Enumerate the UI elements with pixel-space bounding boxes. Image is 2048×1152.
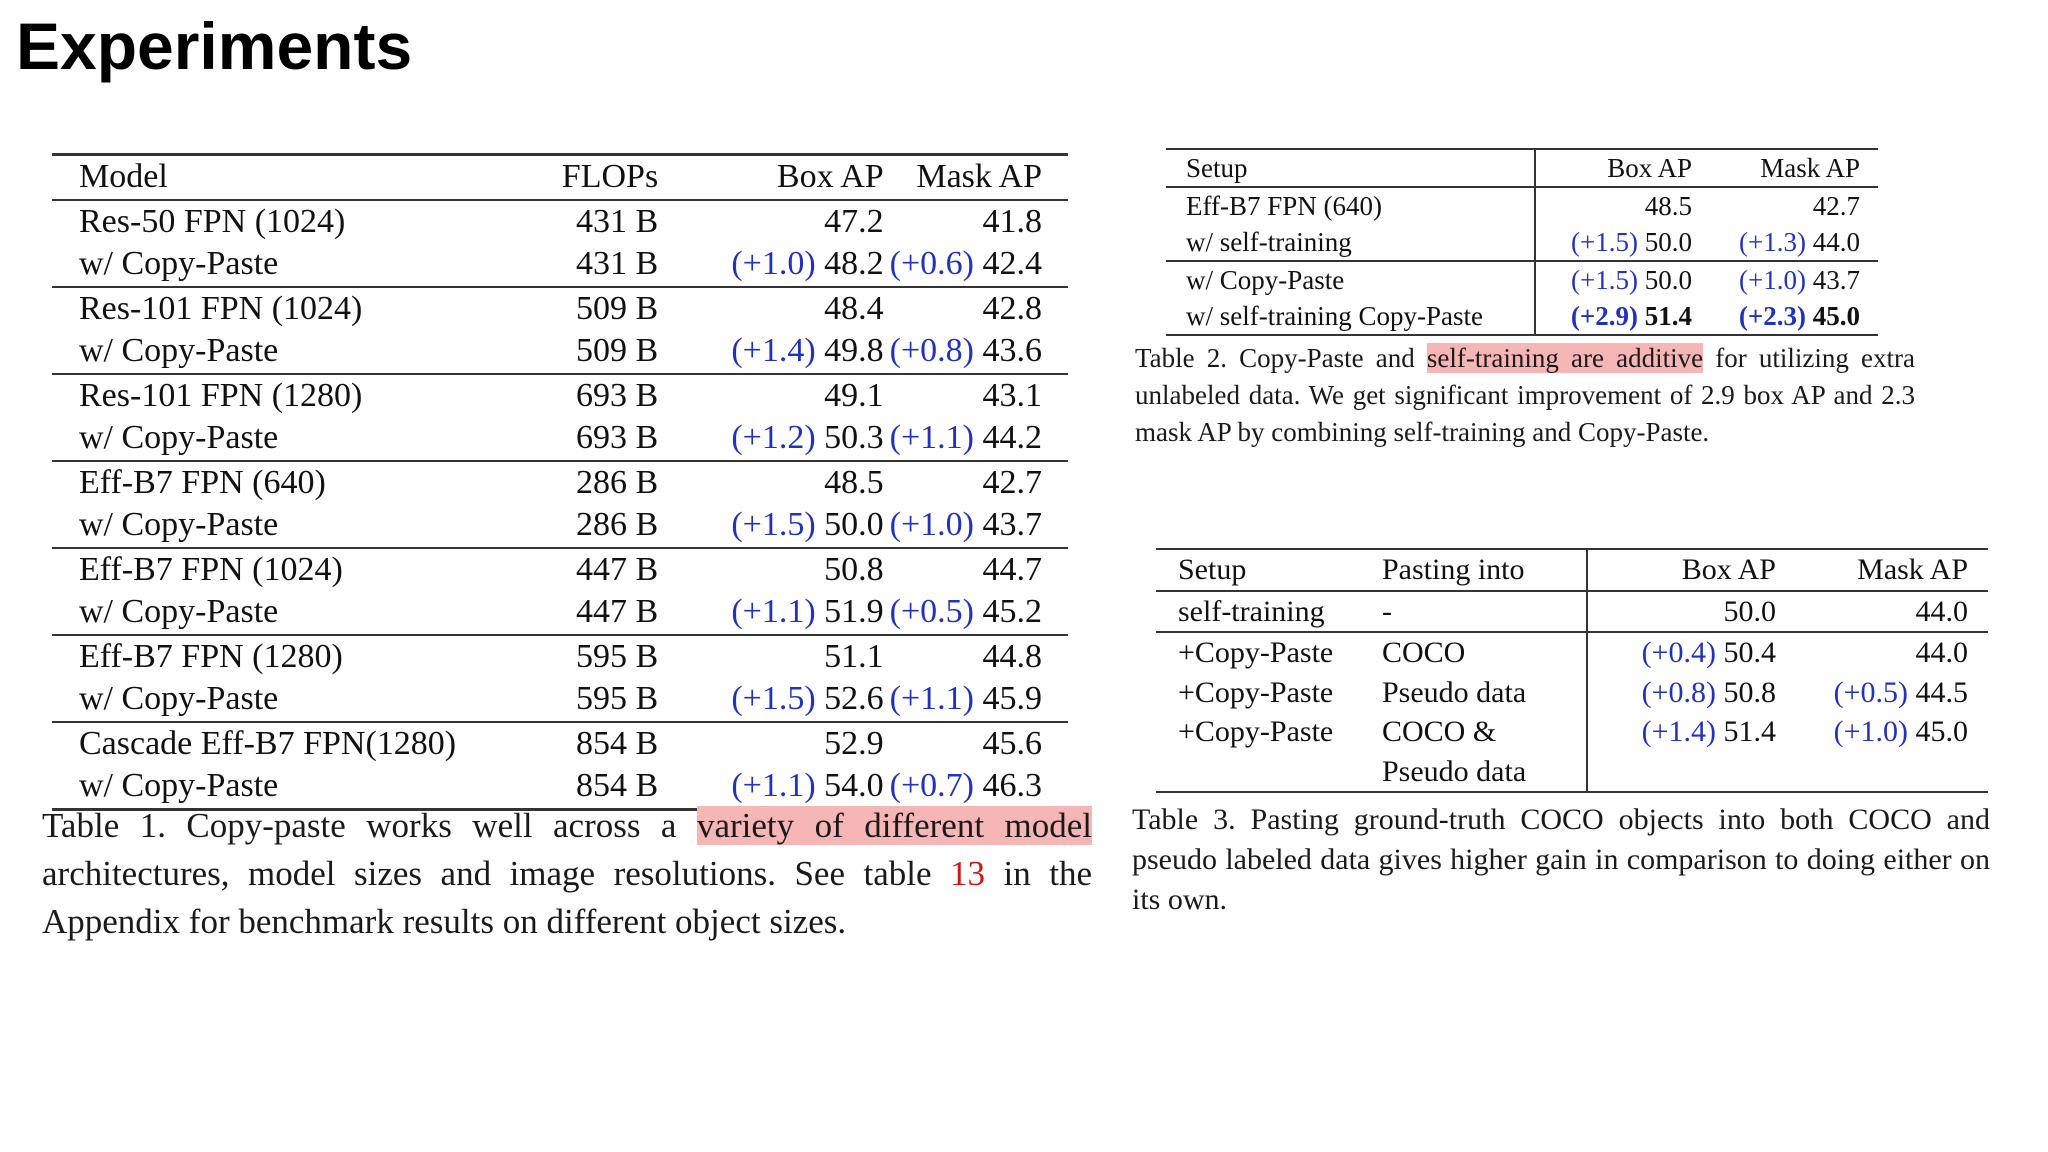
setup-name: [1156, 752, 1382, 793]
ap-value: 44.0: [1915, 636, 1968, 669]
mask-ap-value: [890, 591, 1068, 635]
gain-value: (+0.4): [1641, 636, 1716, 669]
slide-title: Experiments: [16, 9, 413, 83]
header-flops: FLOPs: [561, 158, 659, 195]
mask-ap-value: 45.6: [982, 724, 1042, 762]
box-ap-value: 49.1: [824, 376, 884, 414]
model-name: w/ Copy-Paste: [79, 419, 279, 456]
gain-value: (+1.0): [731, 245, 816, 282]
model-name: w/ Copy-Paste: [79, 593, 279, 630]
pasting-into-value: COCO: [1382, 632, 1587, 673]
mask-ap-value: [1778, 673, 1988, 713]
ap-value: 44.0: [1812, 227, 1860, 257]
ap-value: 45.0: [1915, 715, 1968, 748]
header-setup: Setup: [1166, 149, 1535, 187]
table-row: [1166, 187, 1878, 224]
mask-ap-value: [1778, 632, 1988, 673]
ap-value: 50.4: [1723, 636, 1776, 669]
box-ap-value: [664, 591, 890, 635]
setup-name: self-training: [1178, 594, 1325, 628]
ap-value: 42.4: [982, 245, 1042, 282]
table-2-caption: [1135, 340, 1915, 451]
box-ap-value: [1587, 673, 1778, 713]
box-ap-value: [1535, 261, 1694, 298]
pasting-into-value: Pseudo data: [1382, 673, 1587, 713]
flops-value: 595 B: [575, 637, 659, 675]
header-box-ap: Box AP: [776, 158, 884, 195]
mask-ap-value: 41.8: [982, 202, 1042, 240]
table-2-self-training: [1166, 148, 1878, 336]
table-row: [52, 374, 1068, 418]
flops-value: 693 B: [575, 419, 659, 456]
flops-value: 286 B: [575, 463, 659, 501]
mask-ap-value: 42.8: [982, 289, 1042, 327]
box-ap-value: 52.9: [824, 724, 884, 762]
pasting-into-value: -: [1382, 591, 1587, 633]
gain-value: (+1.0): [1833, 715, 1908, 748]
model-name: w/ Copy-Paste: [79, 245, 279, 282]
flops-value: 286 B: [575, 506, 659, 543]
flops-value: 431 B: [575, 202, 659, 240]
box-ap-value: [1535, 224, 1694, 261]
mask-ap-value: 43.1: [982, 376, 1042, 414]
gain-value: (+1.1): [731, 767, 816, 804]
setup-name: w/ self-training: [1166, 224, 1535, 261]
ap-value: 50.8: [1723, 675, 1776, 709]
flops-value: 693 B: [575, 376, 659, 414]
table-row: [52, 678, 1068, 722]
mask-ap-value: [890, 330, 1068, 374]
flops-value: 509 B: [575, 289, 659, 327]
ap-value: 44.2: [982, 419, 1042, 456]
model-name: Eff-B7 FPN (1024): [79, 550, 343, 588]
table-row: [1156, 712, 1988, 752]
ap-value: 50.3: [824, 419, 884, 456]
table-row: [1166, 298, 1878, 335]
pasting-into-value: COCO &: [1382, 712, 1587, 752]
ap-value: 42.7: [1812, 191, 1860, 221]
caption-text: for utilizing extra unlabeled data. We get significant improvement of 2.9 box AP and 2.3 mask AP by combining self-training and Copy-Paste.: [1135, 343, 1916, 447]
gain-value: (+1.1): [889, 680, 974, 717]
mask-ap-value: 44.8: [982, 637, 1042, 675]
gain-value: (+1.3): [1739, 227, 1806, 257]
ap-value: 45.2: [982, 593, 1042, 630]
ap-value: 48.2: [824, 245, 884, 282]
model-name: Res-50 FPN (1024): [79, 202, 346, 240]
ap-value: 50.0: [824, 506, 884, 543]
table-row: [52, 287, 1068, 331]
box-ap-value: [664, 504, 890, 548]
gain-value: (+1.5): [1571, 227, 1638, 257]
flops-value: 447 B: [575, 593, 659, 630]
header-mask-ap: Mask AP: [1760, 153, 1860, 183]
gain-value: (+1.0): [1739, 265, 1806, 295]
flops-value: 854 B: [575, 767, 659, 804]
mask-ap-value: 42.7: [982, 463, 1042, 501]
setup-name: +Copy-Paste: [1178, 675, 1334, 709]
ap-value: 46.3: [982, 767, 1042, 804]
header-setup: Setup: [1178, 553, 1247, 586]
mask-ap-value: [890, 417, 1068, 461]
box-ap-value: 51.1: [824, 637, 884, 675]
gain-value: (+1.2): [731, 419, 816, 456]
model-name: Res-101 FPN (1280): [79, 376, 363, 414]
model-name: Cascade Eff-B7 FPN(1280): [79, 724, 457, 762]
table-row: [52, 200, 1068, 244]
mask-ap-value: [890, 243, 1068, 287]
table-row: [52, 591, 1068, 635]
flops-value: 854 B: [575, 724, 659, 762]
box-ap-value: 50.8: [824, 550, 884, 588]
model-name: Res-101 FPN (1024): [79, 289, 363, 327]
table-1-model-architectures: [52, 153, 1068, 811]
ap-value: 43.6: [982, 332, 1042, 369]
box-ap-value: [664, 330, 890, 374]
gain-value: (+0.5): [1833, 675, 1908, 709]
table-3-caption: Table 3. Pasting ground-truth COCO objects into both COCO and pseudo labeled data gives higher gain in comparison to doing either on its own.: [1132, 803, 1990, 916]
ap-value: 54.0: [824, 767, 884, 804]
model-name: w/ Copy-Paste: [79, 332, 279, 369]
box-ap-value: [1535, 298, 1694, 335]
gain-value: (+2.3): [1738, 301, 1806, 331]
setup-name: +Copy-Paste: [1178, 636, 1334, 669]
header-box-ap: Box AP: [1607, 153, 1692, 183]
box-ap-value: [1535, 187, 1694, 224]
gain-value: (+1.1): [889, 419, 974, 456]
ap-value: 44.5: [1915, 675, 1968, 709]
table-row: [1156, 752, 1988, 793]
ap-value: 51.4: [1723, 715, 1776, 748]
gain-value: (+0.7): [889, 767, 974, 804]
header-pasting-into: Pasting into: [1382, 549, 1587, 591]
mask-ap-value: [1694, 224, 1878, 261]
table-row: [1166, 224, 1878, 261]
gain-value: (+0.6): [889, 245, 974, 282]
box-ap-value: [1587, 632, 1778, 673]
setup-name: w/ Copy-Paste: [1166, 261, 1535, 298]
table-row: [52, 635, 1068, 679]
table-reference-link[interactable]: 13: [950, 854, 986, 893]
flops-value: 447 B: [575, 550, 659, 588]
flops-value: 509 B: [575, 332, 659, 369]
box-ap-value: [664, 678, 890, 722]
mask-ap-value: [890, 678, 1068, 722]
table-row: [52, 722, 1068, 766]
table-header-row: [1166, 149, 1878, 187]
table-header-row: [1156, 549, 1988, 591]
ap-value: 44.0: [1915, 594, 1968, 628]
model-name: w/ Copy-Paste: [79, 680, 279, 717]
gain-value: (+2.9): [1570, 301, 1638, 331]
table-row: [1166, 261, 1878, 298]
gain-value: (+1.4): [1641, 715, 1716, 748]
ap-value: 48.5: [1644, 191, 1692, 221]
box-ap-value: 48.4: [824, 289, 884, 327]
caption-highlight: variety of different model: [696, 806, 1092, 845]
mask-ap-value: [1694, 261, 1878, 298]
ap-value: 51.4: [1644, 301, 1692, 331]
box-ap-value: [664, 243, 890, 287]
header-mask-ap: Mask AP: [916, 158, 1042, 195]
table-row: [52, 548, 1068, 592]
table-row: [1156, 591, 1988, 633]
gain-value: (+0.8): [889, 332, 974, 369]
model-name: w/ Copy-Paste: [79, 506, 279, 543]
table-1-caption: [42, 802, 1092, 946]
table-row: [52, 417, 1068, 461]
setup-name: +Copy-Paste: [1178, 715, 1334, 748]
mask-ap-value: [1778, 712, 1988, 752]
table-row: [52, 504, 1068, 548]
table-row: [1156, 673, 1988, 713]
table-row: [52, 461, 1068, 505]
table-header-row: [52, 155, 1068, 200]
ap-value: 50.0: [1644, 227, 1692, 257]
header-box-ap: Box AP: [1681, 553, 1776, 586]
header-mask-ap: Mask AP: [1857, 553, 1968, 586]
ap-value: 49.8: [824, 332, 884, 369]
table-row: [52, 243, 1068, 287]
caption-highlight: self-training are additive: [1426, 343, 1704, 373]
box-ap-value: 47.2: [824, 202, 884, 240]
mask-ap-value: [1778, 591, 1988, 633]
box-ap-value: [1587, 752, 1778, 793]
caption-text: Table 2. Copy-Paste and: [1135, 343, 1427, 373]
gain-value: (+1.5): [731, 506, 816, 543]
model-name: w/ Copy-Paste: [79, 767, 279, 804]
ap-value: 43.7: [982, 506, 1042, 543]
mask-ap-value: [1694, 298, 1878, 335]
header-model: Model: [79, 158, 168, 195]
mask-ap-value: [1778, 752, 1988, 793]
gain-value: (+1.5): [731, 680, 816, 717]
gain-value: (+1.4): [731, 332, 816, 369]
caption-text: in the Appendix for benchmark results on different object sizes.: [42, 854, 1092, 941]
ap-value: 45.0: [1812, 301, 1860, 331]
box-ap-value: [664, 417, 890, 461]
table-row: [52, 330, 1068, 374]
gain-value: (+1.1): [731, 593, 816, 630]
box-ap-value: 48.5: [824, 463, 884, 501]
pasting-into-value: Pseudo data: [1382, 752, 1587, 793]
caption-text: architectures, model sizes and image resolutions. See table: [42, 854, 951, 893]
flops-value: 595 B: [575, 680, 659, 717]
ap-value: 51.9: [824, 593, 884, 630]
setup-name: Eff-B7 FPN (640): [1166, 187, 1535, 224]
table-3-pasting-into: [1156, 548, 1988, 793]
setup-name: w/ self-training Copy-Paste: [1166, 298, 1535, 335]
gain-value: (+0.8): [1641, 675, 1716, 709]
flops-value: 431 B: [575, 245, 659, 282]
gain-value: (+1.0): [889, 506, 974, 543]
gain-value: (+1.5): [1571, 265, 1638, 295]
mask-ap-value: [890, 504, 1068, 548]
box-ap-value: [1587, 591, 1778, 633]
model-name: Eff-B7 FPN (1280): [79, 637, 343, 675]
ap-value: 52.6: [824, 680, 884, 717]
mask-ap-value: [1694, 187, 1878, 224]
ap-value: 43.7: [1812, 265, 1860, 295]
ap-value: 45.9: [982, 680, 1042, 717]
model-name: Eff-B7 FPN (640): [79, 463, 326, 501]
caption-text: Table 1. Copy-paste works well across a: [42, 806, 697, 845]
mask-ap-value: 44.7: [982, 550, 1042, 588]
ap-value: 50.0: [1723, 594, 1776, 628]
gain-value: (+0.5): [889, 593, 974, 630]
table-row: [1156, 632, 1988, 673]
ap-value: 50.0: [1644, 265, 1692, 295]
box-ap-value: [1587, 712, 1778, 752]
